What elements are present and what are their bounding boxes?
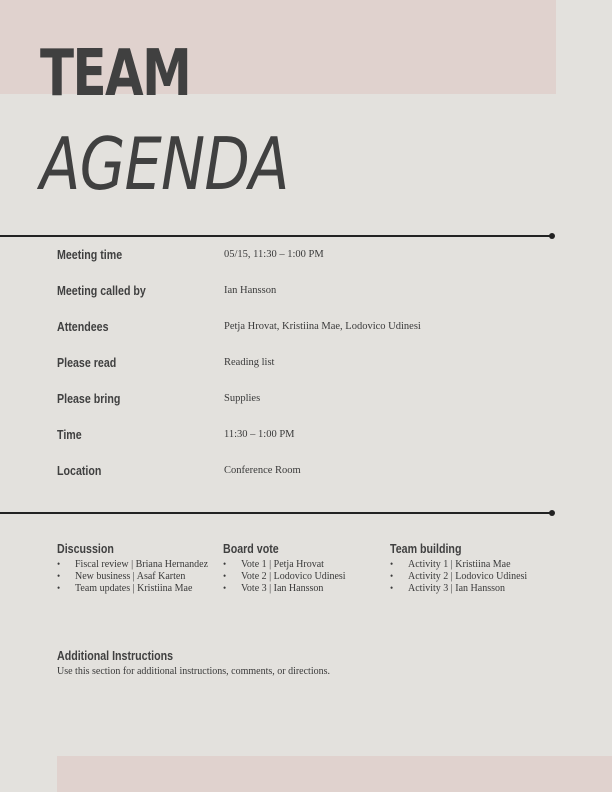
list-item: • New business | Asaf Karten (57, 571, 222, 583)
detail-row-please-bring (57, 388, 557, 424)
section-heading: Discussion (57, 541, 114, 556)
detail-row-please-read (57, 352, 557, 388)
list-item: • Fiscal review | Briana Hernandez (57, 559, 222, 571)
detail-value: Reading list (224, 357, 275, 368)
detail-label: Meeting time (57, 247, 123, 262)
list-item: • Team updates | Kristiina Mae (57, 583, 222, 595)
bottom-accent-band (57, 756, 612, 792)
list-item: • Vote 1 | Petja Hrovat (223, 559, 388, 571)
list-item: • Vote 3 | Ian Hansson (223, 583, 388, 595)
list-item: • Activity 1 | Kristiina Mae (390, 559, 555, 571)
title-line-2: AGENDA (40, 122, 289, 206)
detail-label: Please bring (57, 391, 121, 406)
list-item: • Activity 3 | Ian Hansson (390, 583, 555, 595)
detail-label: Meeting called by (57, 283, 146, 298)
detail-row-location (57, 460, 557, 496)
board-vote-section (223, 541, 388, 595)
bottom-divider (0, 512, 552, 514)
detail-value: Conference Room (224, 465, 301, 476)
title-line-1: TEAM (40, 37, 191, 111)
section-heading: Team building (390, 541, 462, 556)
detail-label: Please read (57, 355, 117, 370)
board-vote-list (223, 559, 388, 595)
detail-label: Location (57, 463, 102, 478)
detail-value: 05/15, 11:30 – 1:00 PM (224, 249, 324, 260)
section-heading: Board vote (223, 541, 279, 556)
instructions-text: Use this section for additional instructions, comments, or directions. (57, 666, 331, 677)
team-building-list (390, 559, 555, 595)
detail-value: Supplies (224, 393, 261, 404)
instructions-heading: Additional Instructions (57, 648, 174, 663)
additional-instructions (57, 648, 330, 677)
team-building-section (390, 541, 555, 595)
list-item: • Vote 2 | Lodovico Udinesi (223, 571, 388, 583)
meeting-details (57, 244, 557, 496)
detail-label: Attendees (57, 319, 109, 334)
divider-dot (549, 510, 555, 516)
discussion-section (57, 541, 222, 595)
detail-value: 11:30 – 1:00 PM (224, 429, 295, 440)
detail-label: Time (57, 427, 82, 442)
list-item: • Activity 2 | Lodovico Udinesi (390, 571, 555, 583)
detail-value: Petja Hrovat, Kristiina Mae, Lodovico Udinesi (224, 321, 421, 332)
detail-value: Ian Hansson (224, 285, 277, 296)
detail-row-attendees (57, 316, 557, 352)
divider-dot (549, 233, 555, 239)
detail-row-time (57, 424, 557, 460)
discussion-list (57, 559, 222, 595)
detail-row-meeting-time (57, 244, 557, 280)
detail-row-called-by (57, 280, 557, 316)
top-divider (0, 235, 552, 237)
